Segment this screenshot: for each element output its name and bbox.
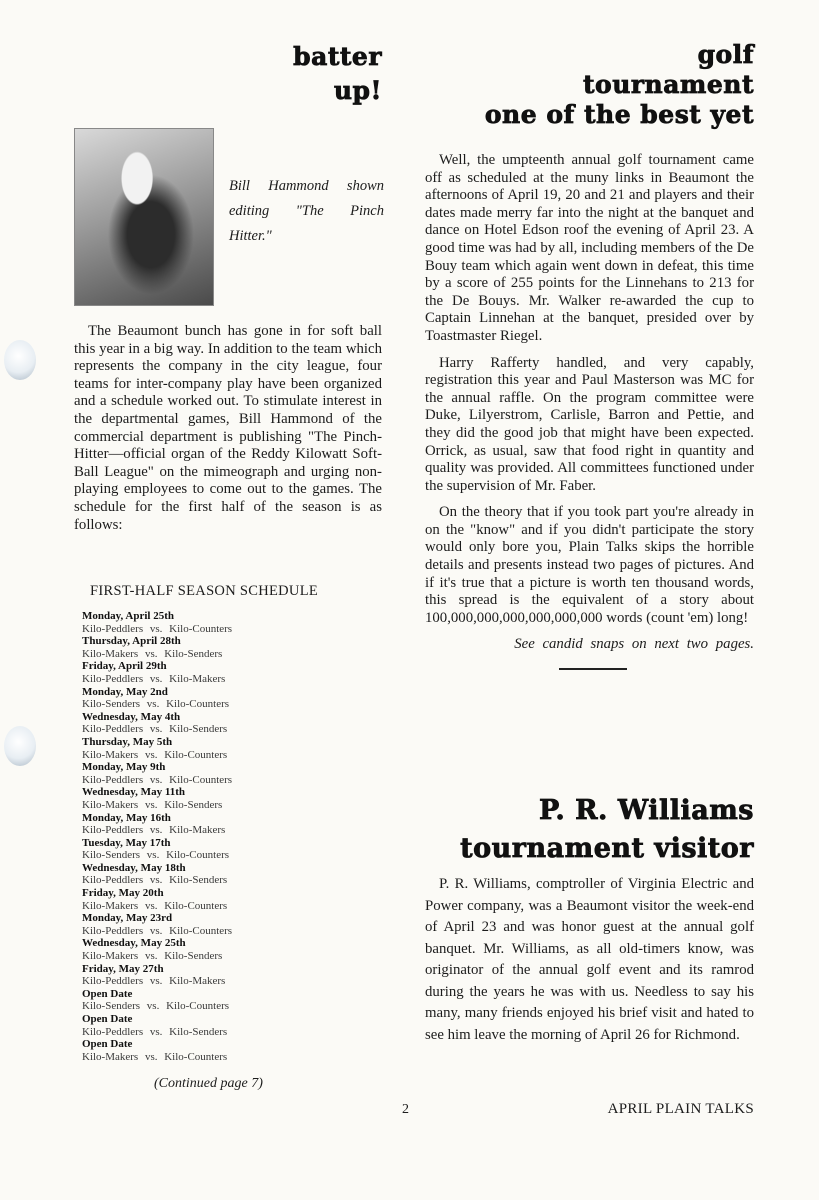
left-column [74, 40, 384, 1091]
schedule-item: Open Date Kilo-Senders vs. Kilo-Counters [82, 987, 230, 1013]
continued-note: (Continued page 7) [154, 1076, 263, 1091]
schedule-item: Open Date Kilo-Peddlers vs. Kilo-Senders [82, 1013, 228, 1038]
schedule-item: Friday, April 29th Kilo-Peddlers vs. Kilo-Makers [82, 660, 226, 685]
photo-caption: Bill Hammond shown editing "The Pinch Hitter." [229, 178, 384, 244]
schedule-item: Thursday, May 5th Kilo-Makers vs. Kilo-Counters [82, 735, 228, 761]
publication-footer: APRIL PLAIN TALKS [607, 1101, 754, 1117]
williams-article-body: P. R. Williams, comptroller of Virginia Electric and Power company, was a Beaumont visitor the week-end of April 23 and was honor guest at the annual golf banquet. Mr. Williams, as all old-timers know, was originator of the annual golf event and its ramrod during the years he was with us. Needless to say his many, many friends enjoyed his brief visit and hated to see him leave the morning of April 26 for Richmond. [425, 876, 754, 1043]
schedule-item: Open Date Kilo-Makers vs. Kilo-Counters [82, 1038, 228, 1063]
page-number: 2 [402, 1102, 409, 1117]
schedule-item: Wednesday, May 11th Kilo-Makers vs. Kilo-Senders [82, 786, 223, 811]
punch-hole [4, 340, 36, 380]
batter-up-headline: batter up! [293, 42, 382, 105]
schedule-item: Monday, May 16th Kilo-Peddlers vs. Kilo-Makers [82, 811, 226, 837]
schedule-item: Tuesday, May 17th Kilo-Senders vs. Kilo-Counters [82, 836, 230, 862]
schedule-item: Wednesday, May 4th Kilo-Peddlers vs. Kilo-Senders [82, 710, 228, 736]
paragraph: Well, the umpteenth annual golf tournament came off as scheduled at the muny links in Beaumont the afternoons of April 19, 20 and 21 and players and their dates made merry far into the night at the banquet and dance on Hotel Edson roof the evening of April 23. A good time was had by all, including members of the De Bouy team which again went down in defeat, this time by a score of 255 points for the Linnehans to 213 for the De Bouys. Mr. Walker re-awarded the cup to Captain Linnehan at the banquet, presided over by Toastmaster Riegel. [425, 152, 754, 344]
softball-article-body: The Beaumont bunch has gone in for soft ball this year in a big way. In addition to the team which represents the company in the city league, four teams for inter-company play have been organized and a schedule worked out. To stimulate interest in the departmental games, Bill Hammond of the commercial department is publishing "The Pinch-Hitter—official organ of the Reddy Kilowatt Soft-Ball League" on the mimeograph and urging non-playing employees to come out to the games. The schedule for the first half of the season is as follows: [74, 323, 382, 533]
schedule-item: Thursday, April 28th Kilo-Makers vs. Kilo-Senders [82, 635, 223, 660]
schedule-item: Monday, May 23rd Kilo-Peddlers vs. Kilo-Counters [82, 912, 233, 937]
paragraph: Harry Rafferty handled, and very capably, registration this year and Paul Masterson was MC for the annual raffle. On the program committee were Duke, Lilyerstrom, Carlisle, Barron and Pettie, and they did the good job that might have been expected. Orrick, as usual, saw that food right in quantity and quality was provided. All committees functioned under the supervision of Mr. Faber. [425, 354, 754, 494]
section-divider [559, 668, 627, 670]
schedule-item: Friday, May 20th Kilo-Makers vs. Kilo-Counters [82, 887, 228, 912]
bill-hammond-photo [74, 128, 214, 306]
schedule-item: Wednesday, May 18th Kilo-Peddlers vs. Kilo-Senders [82, 861, 228, 887]
williams-headline: P. R. Williams tournament visitor [460, 795, 754, 864]
schedule-item: Wednesday, May 25th Kilo-Makers vs. Kilo-Senders [82, 937, 223, 963]
schedule-item: Monday, May 2nd Kilo-Senders vs. Kilo-Counters [82, 685, 230, 711]
punch-hole [4, 726, 36, 766]
schedule-list [82, 610, 312, 1063]
schedule-item: Monday, May 9th Kilo-Peddlers vs. Kilo-Counters [82, 761, 233, 786]
right-column [425, 40, 754, 1043]
golf-headline: golf tournament one of the best yet [484, 40, 754, 129]
schedule-item: Friday, May 27th Kilo-Peddlers vs. Kilo-Makers [82, 962, 226, 988]
golf-article-body [425, 152, 754, 670]
candid-snaps-note: See candid snaps on next two pages. [514, 636, 754, 653]
schedule-title: FIRST-HALF SEASON SCHEDULE [90, 583, 319, 599]
schedule-item: Monday, April 25th Kilo-Peddlers vs. Kilo-Counters [82, 610, 233, 635]
paragraph: On the theory that if you took part you're already in on the "know" and if you didn't participate the story would only bore you, Plain Talks skips the horrible details and presents instead two pages of pictures. And if it's true that a picture is worth ten thousand words, this spread is the equivalent of a story about 100,000,000,000,000,000,000 words (count 'em) long! [425, 504, 754, 626]
